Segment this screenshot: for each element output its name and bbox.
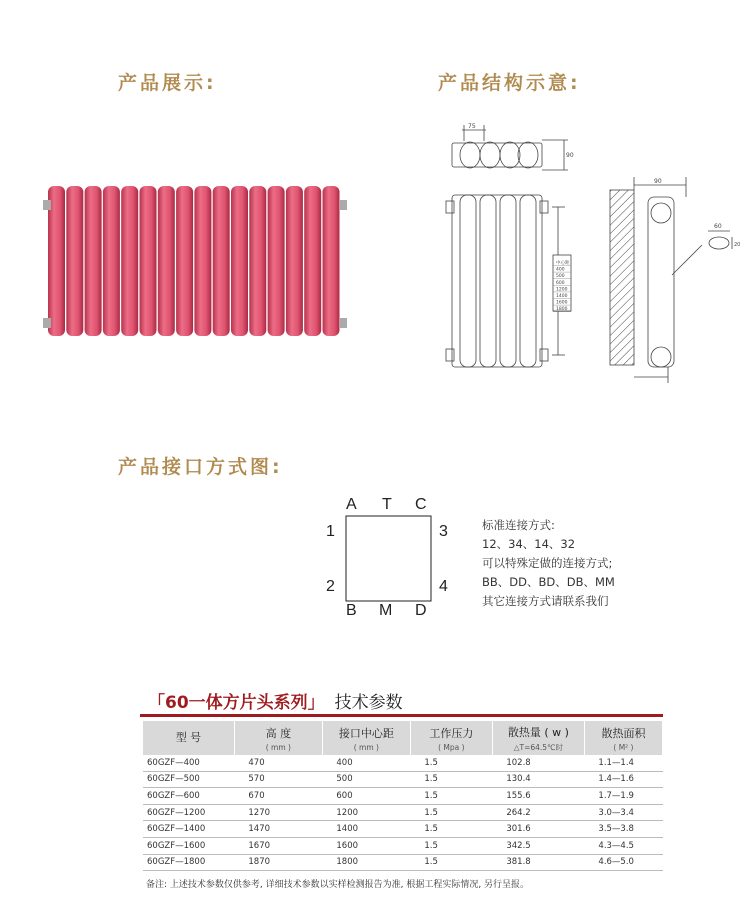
radiator-tube (176, 186, 193, 336)
radiator-tube (158, 186, 175, 336)
table-row (143, 821, 663, 838)
spec-value: 400 (556, 267, 565, 273)
column-header (584, 721, 662, 755)
table-cell: 1.1—1.4 (584, 755, 662, 771)
dim-pipe-width: 60 (714, 223, 722, 230)
spec-value: 500 (556, 274, 565, 280)
table-cell: 400 (322, 755, 410, 771)
heading-product-display: 产品展示: (118, 72, 217, 94)
spec-value: 1400 (556, 294, 568, 299)
series-name: 「60一体方片头系列」 (148, 693, 325, 713)
dim-side-width: 90 (654, 178, 662, 185)
radiator-tube (66, 186, 83, 336)
header-label: 型 号 (175, 731, 202, 744)
spec-value: 1800 (556, 307, 568, 313)
dim-pipe-height: 20 (734, 242, 740, 248)
connection-line: 标准连接方式: (482, 518, 555, 532)
table-cell: 60GZF—1800 (143, 854, 234, 871)
table-title (148, 688, 403, 713)
table-cell: 600 (322, 788, 410, 805)
table-cell: 3.0—3.4 (584, 804, 662, 821)
table-cell: 1.5 (410, 821, 492, 838)
header-label: 高 度 (265, 726, 292, 740)
spec-value: 1600 (556, 300, 568, 306)
table-cell: 1.5 (410, 837, 492, 854)
table-cell: 1.5 (410, 755, 492, 771)
radiator-tube (103, 186, 120, 336)
radiator-image (40, 180, 350, 340)
port-4: 4 (439, 578, 448, 595)
title-divider (140, 714, 663, 717)
params-label: 技术参数 (334, 693, 403, 713)
table-cell: 1.5 (410, 804, 492, 821)
column-header (410, 721, 492, 755)
spec-table (143, 721, 663, 871)
radiator-tube (194, 186, 211, 336)
radiator-tube (268, 186, 285, 336)
port-1: 1 (326, 523, 335, 540)
port-m: M (379, 602, 393, 619)
table-row (143, 854, 663, 871)
port-b: B (346, 602, 357, 619)
spec-value: 1200 (556, 287, 568, 293)
header-unit: ( Mpa ) (438, 742, 465, 752)
table-row (143, 755, 663, 771)
table-note: 备注: 上述技术参数仅供参考, 详细技术参数以实样检测报告为准, 根据工程实际情况, 另行呈报。 (146, 880, 530, 890)
table-cell: 60GZF—1600 (143, 837, 234, 854)
header-unit: ( mm ) (353, 742, 379, 752)
table-cell: 1870 (234, 854, 322, 871)
table-row (143, 837, 663, 854)
column-header (234, 721, 322, 755)
connection-description (482, 516, 615, 611)
connection-line: BB、DD、BD、DB、MM (482, 575, 615, 589)
column-header (322, 721, 410, 755)
table-cell: 60GZF—500 (143, 771, 234, 788)
heading-connection-diagram: 产品接口方式图: (118, 456, 283, 478)
table-cell: 1.5 (410, 771, 492, 788)
table-cell: 60GZF—400 (143, 755, 234, 771)
table-cell: 60GZF—1200 (143, 804, 234, 821)
dim-pitch: 75 (468, 123, 476, 130)
port-c: C (415, 496, 427, 513)
dim-depth: 90 (566, 152, 574, 159)
header-unit: ( mm ) (265, 742, 291, 752)
table-cell: 60GZF—1400 (143, 821, 234, 838)
heading-product-structure: 产品结构示意: (438, 72, 581, 94)
radiator-tube (286, 186, 303, 336)
table-cell: 1.5 (410, 788, 492, 805)
connection-line: 12、34、14、32 (482, 537, 576, 551)
table-cell: 4.6—5.0 (584, 854, 662, 871)
port-d: D (415, 602, 427, 619)
radiator-tube (140, 186, 157, 336)
connection-line: 其它连接方式请联系我们 (482, 594, 609, 608)
table-cell: 670 (234, 788, 322, 805)
structure-diagram (440, 115, 740, 390)
radiator-tube (85, 186, 102, 336)
table-row (143, 804, 663, 821)
radiator-tube (231, 186, 248, 336)
table-cell: 570 (234, 771, 322, 788)
header-unit: △T=64.5℃时 (513, 742, 563, 752)
table-row (143, 788, 663, 805)
port-a: A (346, 496, 357, 513)
table-cell: 4.3—4.5 (584, 837, 662, 854)
table-cell: 301.6 (492, 821, 584, 838)
table-cell: 155.6 (492, 788, 584, 805)
table-cell: 1200 (322, 804, 410, 821)
table-cell: 264.2 (492, 804, 584, 821)
port-3: 3 (439, 523, 448, 540)
radiator-tube (249, 186, 266, 336)
table-cell: 1400 (322, 821, 410, 838)
radiator-tube (323, 186, 340, 336)
table-cell: 3.5—3.8 (584, 821, 662, 838)
table-cell: 1.7—1.9 (584, 788, 662, 805)
table-cell: 500 (322, 771, 410, 788)
table-cell: 342.5 (492, 837, 584, 854)
table-cell: 1.5 (410, 854, 492, 871)
table-cell: 130.4 (492, 771, 584, 788)
table-cell: 102.8 (492, 755, 584, 771)
radiator-tube (213, 186, 230, 336)
spec-value: 600 (556, 280, 565, 286)
connection-line: 可以特殊定做的连接方式; (482, 556, 613, 570)
port-t: T (382, 496, 392, 513)
port-2: 2 (326, 578, 335, 595)
table-cell: 381.8 (492, 854, 584, 871)
header-label: 散热面积 (601, 726, 646, 740)
table-cell: 1.4—1.6 (584, 771, 662, 788)
table-cell: 470 (234, 755, 322, 771)
header-label: 工作压力 (429, 726, 474, 740)
radiator-tube (121, 186, 138, 336)
table-cell: 60GZF—600 (143, 788, 234, 805)
table-cell: 1600 (322, 837, 410, 854)
header-unit: ( M² ) (613, 742, 634, 752)
column-header (143, 721, 234, 755)
table-cell: 1470 (234, 821, 322, 838)
header-label: 散热量 ( w ) (507, 725, 569, 739)
table-cell: 1800 (322, 854, 410, 871)
header-label: 接口中心距 (338, 726, 394, 740)
column-header (492, 721, 584, 755)
table-row (143, 771, 663, 788)
table-cell: 1270 (234, 804, 322, 821)
spec-header: 中心距 (556, 261, 570, 266)
radiator-tube (304, 186, 321, 336)
table-cell: 1670 (234, 837, 322, 854)
